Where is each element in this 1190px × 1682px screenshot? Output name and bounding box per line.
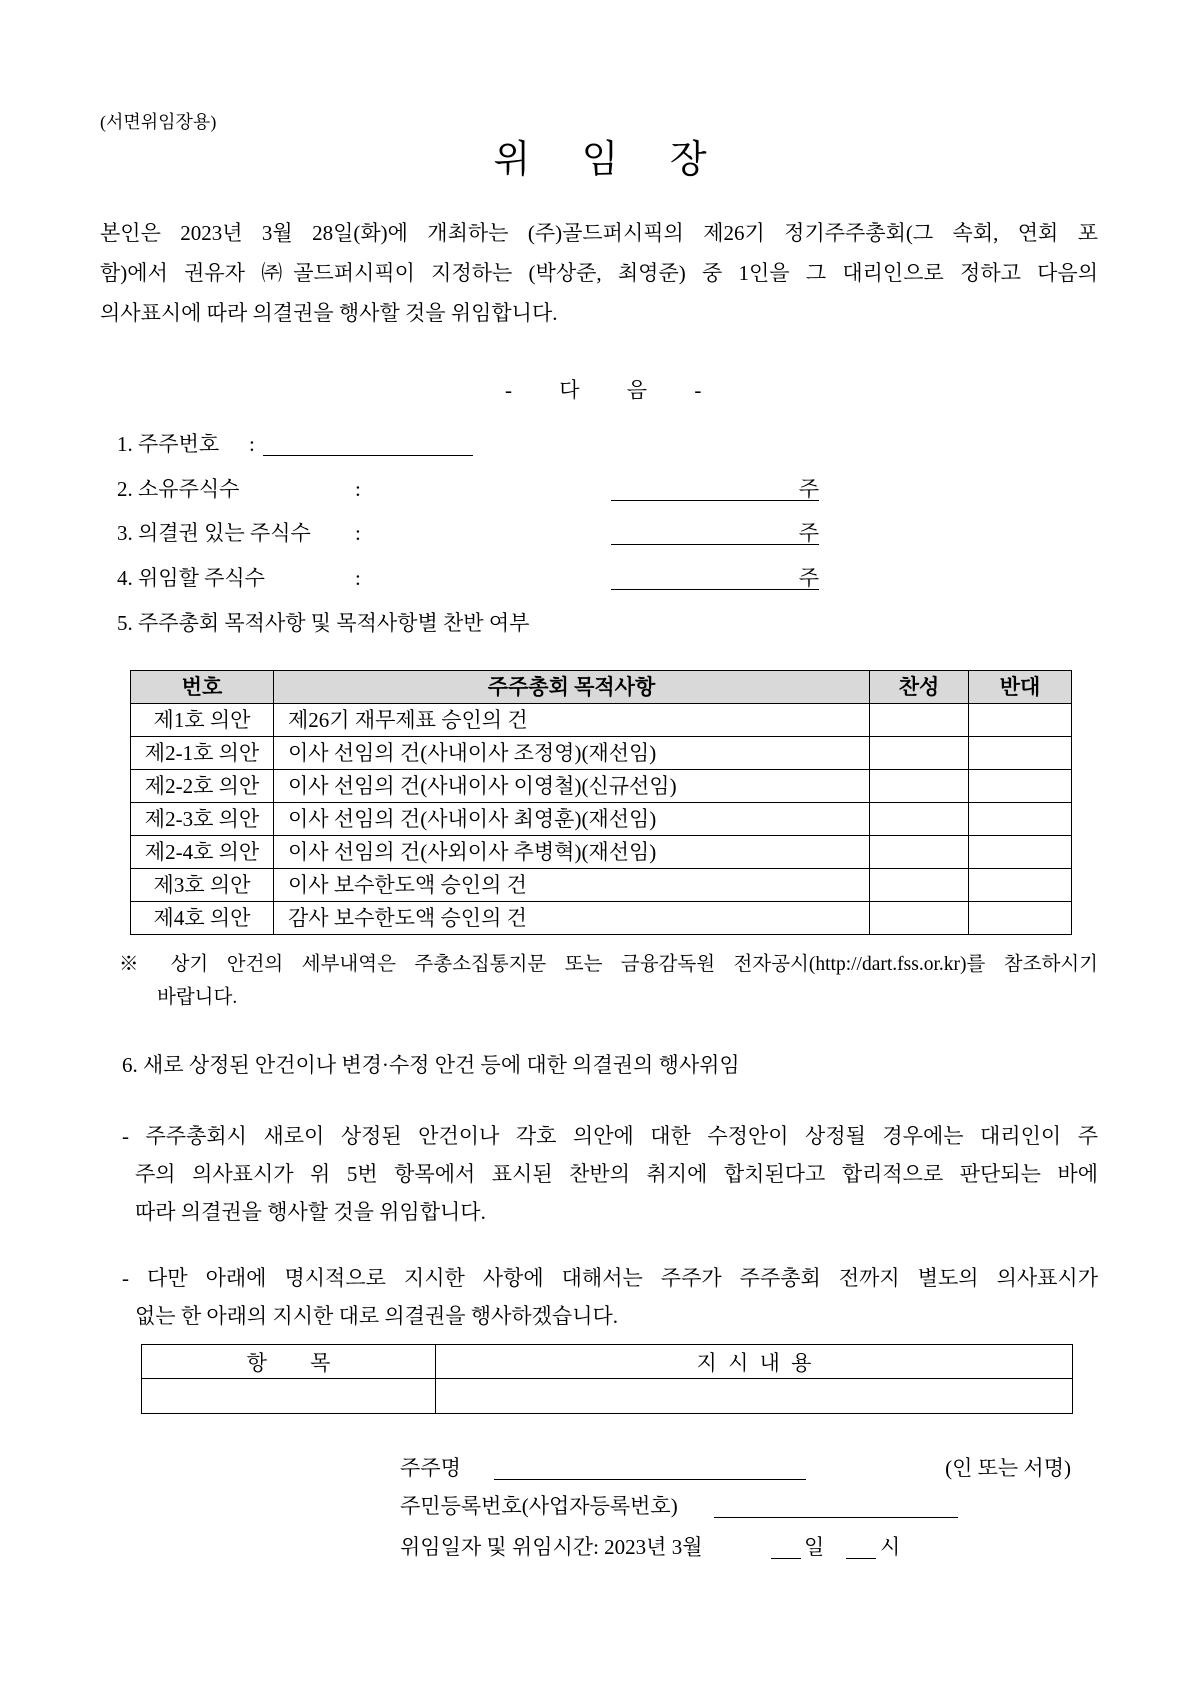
shareholder-name-label: 주주명 [400, 1456, 461, 1480]
agenda-against-cell [969, 869, 1072, 902]
shareholder-name-blank [494, 1479, 806, 1480]
agenda-text-cell: 제26기 재무제표 승인의 건 [274, 704, 870, 737]
shareholder-number-colon: : [249, 432, 255, 456]
day-suffix: 일 [804, 1535, 825, 1559]
intro-line: 본인은 2023년 3월 28일(화)에 개최하는 (주)골드퍼시픽의 제26기 정기주주총회(그 속회, 연회 포 [100, 221, 1098, 245]
delegation-paragraph [122, 1117, 1098, 1231]
agenda-for-cell [870, 803, 969, 836]
delegated-shares-blank [611, 589, 819, 590]
shares-owned-label: 2. 소유주식수 [117, 477, 240, 501]
voting-shares-unit: 주 [798, 521, 819, 545]
agenda-header-number: 번호 [131, 671, 274, 704]
shareholder-number-label: 1. 주주번호 [117, 432, 220, 456]
agenda-number-cell: 제2-1호 의안 [131, 737, 274, 770]
agenda-text-cell: 이사 선임의 건(사내이사 조정영)(재선임) [274, 737, 870, 770]
table-row [131, 869, 1072, 902]
intro-line: 함)에서 권유자 ㈜골드퍼시픽이 지정하는 (박상준, 최영준) 중 1인을 그 대리인으로 정하고 다음의 [100, 261, 1098, 285]
agenda-header-for: 찬성 [870, 671, 969, 704]
paragraph-line: 없는 한 아래의 지시한 대로 의결권을 행사하겠습니다. [135, 1304, 619, 1328]
note-line: ※ 상기 안건의 세부내역은 주총소집통지문 또는 금융감독원 전자공시(http://dart.fss.or.kr)를 참조하시기 [119, 954, 1098, 975]
table-row [131, 704, 1072, 737]
agenda-text-cell: 이사 보수한도액 승인의 건 [274, 869, 870, 902]
agenda-for-cell [870, 902, 969, 935]
delegated-shares-colon: : [355, 566, 361, 590]
hour-suffix: 시 [880, 1535, 901, 1559]
paragraph-line: - 주주총회시 새로이 상정된 안건이나 각호 의안에 대한 수정안이 상정될 경우에는 대리인이 주 [122, 1124, 1098, 1148]
table-row [131, 902, 1072, 935]
reference-note [119, 948, 1098, 1014]
registration-label: 주민등록번호(사업자등록번호) [400, 1494, 678, 1518]
intro-paragraph [100, 213, 1098, 333]
shares-owned-colon: : [355, 477, 361, 501]
table-row [131, 737, 1072, 770]
agenda-against-cell [969, 704, 1072, 737]
table-row [131, 770, 1072, 803]
agenda-header-agenda: 주주총회 목적사항 [274, 671, 870, 704]
note-line: 바랍니다. [157, 987, 238, 1008]
paragraph-line: 따라 의결권을 행사할 것을 위임합니다. [135, 1200, 486, 1224]
agenda-number-cell: 제2-4호 의안 [131, 836, 274, 869]
table-row [131, 836, 1072, 869]
agenda-for-cell [870, 869, 969, 902]
day-blank [771, 1558, 801, 1559]
instruction-paragraph [122, 1259, 1098, 1335]
agenda-against-cell [969, 770, 1072, 803]
instruction-content-cell [436, 1379, 1073, 1414]
instruction-table-empty-row [142, 1379, 1073, 1414]
delegated-shares-label: 4. 위임할 주식수 [117, 566, 265, 590]
paragraph-line: - 다만 아래에 명시적으로 지시한 사항에 대해서는 주주가 주주총회 전까지 별도의 의사표시가 [122, 1266, 1098, 1290]
agenda-for-cell [870, 836, 969, 869]
agenda-header-against: 반대 [969, 671, 1072, 704]
shares-owned-blank [611, 500, 819, 501]
instruction-item-cell [142, 1379, 436, 1414]
agenda-text-cell: 감사 보수한도액 승인의 건 [274, 902, 870, 935]
voting-shares-colon: : [355, 521, 361, 545]
agenda-text-cell: 이사 선임의 건(사내이사 최영훈)(재선임) [274, 803, 870, 836]
agenda-number-cell: 제3호 의안 [131, 869, 274, 902]
intro-line: 의사표시에 따라 의결권을 행사할 것을 위임합니다. [100, 301, 558, 325]
registration-blank [714, 1517, 958, 1518]
delegated-shares-unit: 주 [798, 566, 819, 590]
document-title: 위 임 장 [493, 139, 707, 181]
paragraph-line: 주의 의사표시가 위 5번 항목에서 표시된 찬반의 취지에 합치된다고 합리적으로 판단되는 바에 [135, 1162, 1098, 1186]
agenda-text-cell: 이사 선임의 건(사내이사 이영철)(신규선임) [274, 770, 870, 803]
agenda-against-cell [969, 902, 1072, 935]
notice-heading: - 다 음 - [505, 378, 702, 402]
seal-label: (인 또는 서명) [945, 1456, 1071, 1480]
agenda-for-cell [870, 704, 969, 737]
agenda-for-cell [870, 770, 969, 803]
agenda-against-cell [969, 836, 1072, 869]
agenda-table-header-row [131, 671, 1072, 704]
hour-blank [846, 1558, 876, 1559]
agenda-number-cell: 제2-2호 의안 [131, 770, 274, 803]
instruction-header-item: 항 목 [142, 1345, 436, 1379]
instruction-table [141, 1344, 1073, 1414]
agenda-against-cell [969, 737, 1072, 770]
agenda-number-cell: 제2-3호 의안 [131, 803, 274, 836]
instruction-table-header-row [142, 1345, 1073, 1379]
agenda-number-cell: 제1호 의안 [131, 704, 274, 737]
form-type-label: (서면위임장용) [100, 112, 217, 132]
instruction-header-content: 지 시 내 용 [436, 1345, 1073, 1379]
table-row [131, 803, 1072, 836]
voting-shares-blank [611, 544, 819, 545]
agenda-table [130, 670, 1072, 935]
voting-shares-label: 3. 의결권 있는 주식수 [117, 521, 311, 545]
agenda-text-cell: 이사 선임의 건(사외이사 추병혁)(재선임) [274, 836, 870, 869]
agenda-number-cell: 제4호 의안 [131, 902, 274, 935]
shareholder-number-blank [263, 455, 473, 456]
shares-owned-unit: 주 [798, 477, 819, 501]
agenda-heading: 5. 주주총회 목적사항 및 목적사항별 찬반 여부 [117, 611, 530, 635]
agenda-for-cell [870, 737, 969, 770]
agenda-against-cell [969, 803, 1072, 836]
section6-heading: 6. 새로 상정된 안건이나 변경·수정 안건 등에 대한 의결권의 행사위임 [122, 1053, 740, 1077]
date-label: 위임일자 및 위임시간: 2023년 3월 [400, 1535, 703, 1559]
